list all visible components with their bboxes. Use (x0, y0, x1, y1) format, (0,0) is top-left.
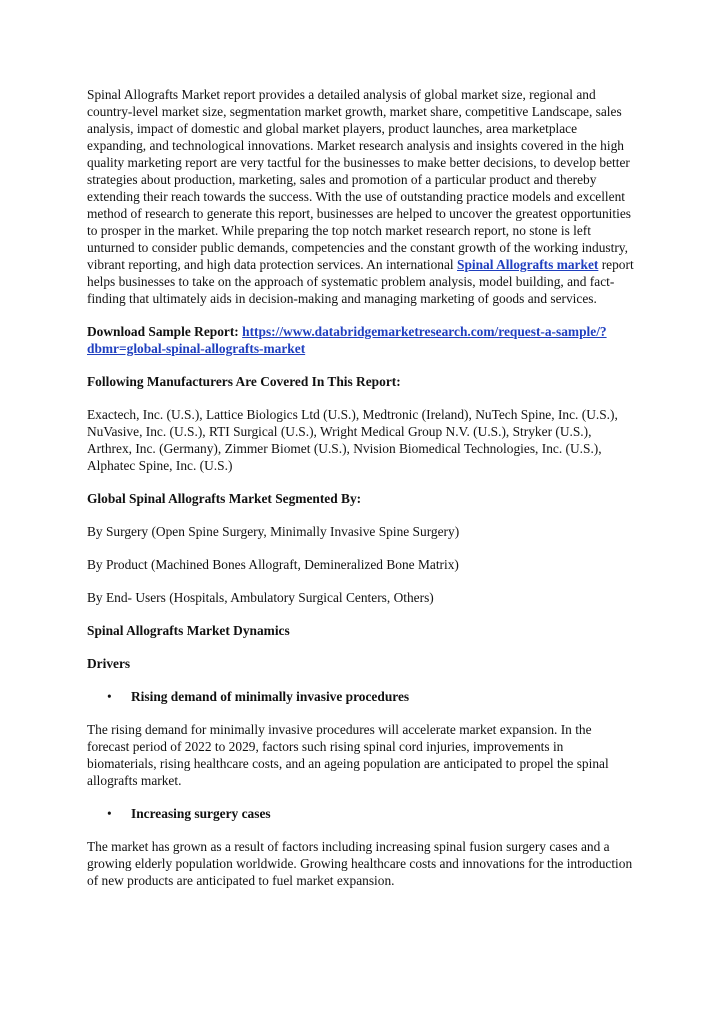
segment-by-surgery: By Surgery (Open Spine Surgery, Minimally Invasive Spine Surgery) (87, 524, 460, 539)
intro-text-after-link: report helps businesses to take on the approach of systematic problem analysis, model building, and fact-finding that ultimately aids in decision-making and managing marketing of goods and services. (87, 257, 634, 306)
spinal-allografts-market-link[interactable]: Spinal Allografts market (457, 257, 599, 272)
bullet-icon: • (107, 806, 112, 821)
bullet-icon: • (107, 689, 112, 704)
market-dynamics-heading: Spinal Allografts Market Dynamics (87, 623, 290, 638)
download-sample-link[interactable]: https://www.databridgemarketresearch.com/request-a-sample/?dbmr=global-spinal-allografts-market (87, 324, 607, 356)
driver-title: Increasing surgery cases (131, 806, 271, 821)
intro-text-before-link: Spinal Allografts Market report provides a detailed analysis of global market size, regional and country-level market size, segmentation market growth, market share, competitive Landscape, sales analysis, impact of domestic and global market players, product launches, area marketplace expanding, and technological innovations. Market research analysis and insights covered in the high quality marketing report are very tactful for the businesses to make better decisions, to develop better strategies about production, marketing, sales and promotion of a particular product and thereby extending their reach towards the success. With the use of outstanding practice models and excellent method of research to generate this report, businesses are helped to uncover the greatest opportunities to prosper in the market. While preparing the top notch market research report, no stone is left unturned to consider public demands, competencies and the constant growth of the working industry, vibrant reporting, and high data protection services. An international (87, 87, 631, 272)
driver-list-1 (87, 688, 636, 705)
manufacturers-list: Exactech, Inc. (U.S.), Lattice Biologics Ltd (U.S.), Medtronic (Ireland), NuTech Spine, Inc. (U.S.), NuVasive, Inc. (U.S.), RTI Surgical (U.S.), Wright Medical Group N.V. (U.S.), Stryker (U.S.), Arthrex, Inc. (Germany), Zimmer Biomet (U.S.), Nvision Biomedical Technologies, Inc. (U.S.), Alphatec Spine, Inc. (U.S.) (87, 407, 618, 473)
driver-1-description: The rising demand for minimally invasive procedures will accelerate market expansion. In the forecast period of 2022 to 2029, factors such rising spinal cord injuries, improvements in biomaterials, rising healthcare costs, and an ageing population are anticipated to propel the spinal allografts market. (87, 722, 609, 788)
segment-by-product: By Product (Machined Bones Allograft, Demineralized Bone Matrix) (87, 557, 459, 572)
download-sample-label: Download Sample Report: (87, 324, 243, 339)
segmentation-heading: Global Spinal Allografts Market Segmented By: (87, 491, 362, 506)
driver-bullet-item (107, 805, 636, 822)
driver-2-description: The market has grown as a result of factors including increasing spinal fusion surgery cases and a growing elderly population worldwide. Growing healthcare costs and innovations for the introduction of new products are anticipated to fuel market expansion. (87, 839, 633, 888)
intro-paragraph (87, 86, 636, 307)
download-sample-paragraph (87, 323, 636, 357)
manufacturers-heading: Following Manufacturers Are Covered In This Report: (87, 374, 401, 389)
drivers-heading: Drivers (87, 656, 131, 671)
driver-list-2 (87, 805, 636, 822)
driver-bullet-item (107, 688, 636, 705)
segment-by-end-users: By End- Users (Hospitals, Ambulatory Surgical Centers, Others) (87, 590, 434, 605)
driver-title: Rising demand of minimally invasive procedures (131, 689, 410, 704)
